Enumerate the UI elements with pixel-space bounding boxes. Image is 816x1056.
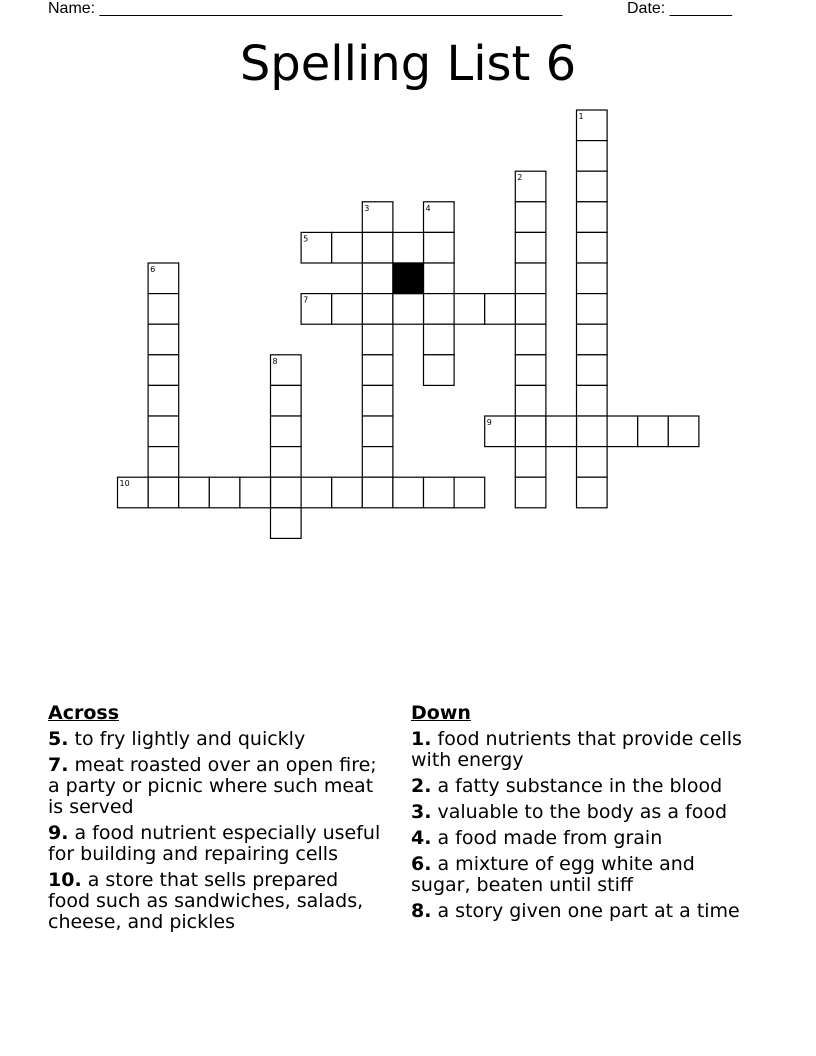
grid-cell[interactable] <box>362 355 393 386</box>
down-clue-3 <box>411 802 751 823</box>
grid-cell[interactable] <box>515 447 546 478</box>
grid-cell[interactable] <box>454 294 485 325</box>
clue-number: 5. <box>48 728 69 750</box>
page-title: Spelling List 6 <box>239 36 577 92</box>
across-clue-10 <box>48 870 383 933</box>
grid-cell[interactable] <box>301 477 332 508</box>
across-heading: Across <box>48 702 120 724</box>
clue-number: 9. <box>48 822 69 844</box>
grid-cell[interactable] <box>515 294 546 325</box>
cell-number: 2 <box>517 173 523 183</box>
date-field-label[interactable]: Date: _______ <box>627 0 732 17</box>
grid-cell[interactable] <box>577 232 608 263</box>
grid-cell[interactable] <box>577 202 608 233</box>
grid-cell[interactable] <box>271 447 302 478</box>
grid-cell[interactable] <box>607 416 638 447</box>
clue-text: meat roasted over an open fire; a party or picnic where such meat is served <box>48 754 377 818</box>
grid-cell[interactable] <box>424 355 455 386</box>
grid-cell[interactable] <box>577 385 608 416</box>
clue-text: a food made from grain <box>437 827 663 849</box>
grid-cell[interactable] <box>362 447 393 478</box>
clue-text: a mixture of egg white and sugar, beaten until stiff <box>411 853 695 896</box>
grid-cell[interactable] <box>454 477 485 508</box>
grid-cell[interactable] <box>577 477 608 508</box>
clue-text: a store that sells prepared food such as sandwiches, salads, cheese, and pickles <box>48 869 364 933</box>
cell-number: 9 <box>486 418 492 427</box>
grid-cell[interactable] <box>362 477 393 508</box>
clue-text: food nutrients that provide cells with energy <box>411 728 742 771</box>
grid-cell[interactable] <box>362 263 393 294</box>
clue-number: 10. <box>48 869 82 891</box>
grid-cell[interactable] <box>362 416 393 447</box>
grid-cell[interactable] <box>332 232 363 263</box>
grid-cell[interactable] <box>271 385 302 416</box>
clue-number: 4. <box>411 827 432 849</box>
clue-number: 6. <box>411 853 432 875</box>
grid-cell[interactable] <box>577 171 608 202</box>
grid-cell[interactable] <box>240 477 271 508</box>
grid-cell[interactable] <box>148 416 179 447</box>
clue-text: a story given one part at a time <box>437 900 740 922</box>
grid-cell[interactable] <box>577 324 608 355</box>
grid-cell[interactable] <box>271 416 302 447</box>
grid-cell[interactable] <box>577 447 608 478</box>
across-clues <box>48 703 383 938</box>
grid-cell[interactable] <box>515 263 546 294</box>
grid-cell[interactable] <box>424 324 455 355</box>
grid-cell[interactable] <box>515 324 546 355</box>
grid-cell[interactable] <box>577 141 608 172</box>
grid-cell[interactable] <box>148 477 179 508</box>
black-cell <box>393 263 424 294</box>
grid-cell[interactable] <box>515 355 546 386</box>
cell-number: 10 <box>119 479 130 489</box>
grid-cell[interactable] <box>393 294 424 325</box>
name-field-label[interactable]: Name: ____________________________________________________ <box>48 0 563 17</box>
cell-number: 3 <box>364 203 370 213</box>
grid-cell[interactable] <box>148 447 179 478</box>
clue-text: to fry lightly and quickly <box>74 728 306 750</box>
grid-cell[interactable] <box>546 416 577 447</box>
down-heading: Down <box>411 702 471 724</box>
cell-number: 4 <box>425 203 431 213</box>
down-clue-8 <box>411 901 751 922</box>
across-clue-5 <box>48 729 383 750</box>
down-clue-6 <box>411 854 751 896</box>
grid-cell[interactable] <box>424 232 455 263</box>
grid-cell[interactable] <box>271 508 302 539</box>
grid-cell[interactable] <box>148 294 179 325</box>
grid-cell[interactable] <box>577 416 608 447</box>
grid-cell[interactable] <box>393 232 424 263</box>
cell-number: 8 <box>272 356 278 366</box>
clue-text: a fatty substance in the blood <box>437 775 723 797</box>
cell-number: 6 <box>150 265 156 274</box>
down-clue-1 <box>411 729 751 771</box>
down-clue-2 <box>411 776 751 797</box>
clue-number: 1. <box>411 728 432 750</box>
grid-cell[interactable] <box>362 232 393 263</box>
clue-number: 7. <box>48 754 69 776</box>
grid-cell[interactable] <box>209 477 240 508</box>
grid-cell[interactable] <box>515 477 546 508</box>
grid-cell[interactable] <box>148 355 179 386</box>
grid-cell[interactable] <box>332 294 363 325</box>
down-clues <box>411 703 751 927</box>
clue-text: valuable to the body as a food <box>437 801 728 823</box>
grid-cell[interactable] <box>424 263 455 294</box>
across-clue-7 <box>48 755 383 818</box>
across-clue-9 <box>48 823 383 865</box>
grid-cell[interactable] <box>362 324 393 355</box>
grid-cell[interactable] <box>515 385 546 416</box>
grid-cell[interactable] <box>515 202 546 233</box>
cell-number: 7 <box>303 295 309 305</box>
clue-number: 8. <box>411 900 432 922</box>
grid-cell[interactable] <box>424 477 455 508</box>
grid-cell[interactable] <box>362 294 393 325</box>
grid-cell[interactable] <box>362 385 393 416</box>
grid-cell[interactable] <box>515 232 546 263</box>
grid-cell[interactable] <box>424 294 455 325</box>
grid-cell[interactable] <box>515 416 546 447</box>
grid-cell[interactable] <box>179 477 210 508</box>
clue-text: a food nutrient especially useful for building and repairing cells <box>48 822 381 865</box>
down-clue-4 <box>411 828 751 849</box>
cell-number: 5 <box>303 234 309 244</box>
cell-number: 1 <box>578 112 584 121</box>
grid-cell[interactable] <box>577 263 608 294</box>
grid-cell[interactable] <box>393 477 424 508</box>
grid-cell[interactable] <box>148 324 179 355</box>
clue-number: 3. <box>411 801 432 823</box>
grid-cell[interactable] <box>485 294 516 325</box>
grid-cell[interactable] <box>668 416 699 447</box>
grid-cell[interactable] <box>332 477 363 508</box>
grid-cell[interactable] <box>577 294 608 325</box>
clue-number: 2. <box>411 775 432 797</box>
grid-cell[interactable] <box>638 416 669 447</box>
grid-cell[interactable] <box>148 385 179 416</box>
grid-cell[interactable] <box>271 477 302 508</box>
grid-cell[interactable] <box>577 355 608 386</box>
